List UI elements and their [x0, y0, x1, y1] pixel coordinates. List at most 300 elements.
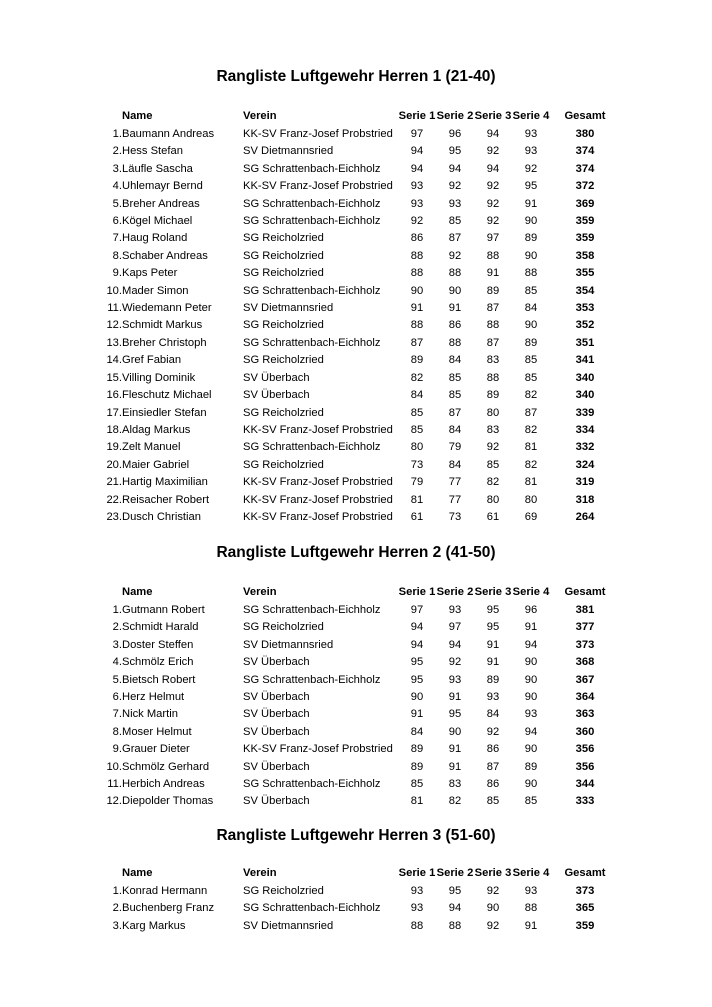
serie-4-score: 88 [524, 267, 538, 280]
shooter-name: Doster Steffen [122, 638, 194, 651]
header-rank [100, 582, 122, 602]
total-score: 368 [575, 656, 595, 669]
rank-cell: 1. [112, 128, 122, 140]
serie-4-score: 82 [524, 458, 538, 471]
serie-2-score: 77 [448, 476, 462, 489]
serie-3-score: 85 [486, 795, 500, 808]
serie-4-score: 92 [524, 162, 538, 175]
table-row [100, 689, 620, 706]
club-name: SG Schrattenbach-Eichholz [243, 197, 381, 210]
total-score: 332 [575, 441, 595, 454]
serie-2-score: 84 [448, 354, 462, 367]
club-name: SG Reicholzried [243, 249, 324, 262]
club-name: SG Reicholzried [243, 458, 324, 471]
serie-1-score: 79 [410, 476, 424, 489]
shooter-name: Aldag Markus [122, 423, 191, 436]
shooter-name: Fleschutz Michael [122, 389, 212, 402]
table-row [100, 126, 620, 143]
total-score: 334 [575, 423, 595, 436]
shooter-name: Uhlemayr Bernd [122, 180, 203, 193]
table-row [100, 405, 620, 422]
shooter-name: Nick Martin [122, 708, 178, 721]
shooter-name: Breher Andreas [122, 197, 200, 210]
ranking-table [100, 106, 620, 526]
club-name: SV Dietmannsried [243, 145, 334, 158]
serie-3-score: 84 [486, 708, 500, 721]
serie-4-score: 85 [524, 795, 538, 808]
serie-4-score: 69 [524, 510, 538, 523]
serie-3-score: 88 [486, 249, 500, 262]
serie-4-score: 89 [524, 232, 538, 245]
serie-2-score: 87 [448, 232, 462, 245]
table-row [100, 883, 620, 900]
serie-4-score: 89 [524, 760, 538, 773]
serie-3-score: 92 [486, 885, 500, 897]
total-score: 381 [575, 604, 595, 616]
club-name: SG Schrattenbach-Eichholz [243, 284, 381, 297]
serie-1-score: 89 [410, 760, 424, 773]
ranking-table [100, 582, 620, 811]
serie-1-score: 94 [410, 638, 424, 651]
table-body [100, 126, 620, 526]
club-name: SV Dietmannsried [243, 919, 334, 932]
serie-4-score: 93 [524, 145, 538, 158]
club-name: SV Überbach [243, 656, 310, 669]
header-name: Name [122, 586, 153, 598]
rank-cell: 4. [112, 656, 122, 669]
shooter-name: Gutmann Robert [122, 604, 205, 616]
rank-cell: 16. [106, 389, 122, 402]
shooter-name: Reisacher Robert [122, 493, 210, 506]
table-body [100, 602, 620, 811]
serie-2-score: 93 [448, 197, 462, 210]
total-score: 333 [575, 795, 595, 808]
serie-3-score: 91 [486, 638, 500, 651]
serie-1-score: 86 [410, 232, 424, 245]
table-row [100, 918, 620, 935]
club-name: SG Reicholzried [243, 232, 324, 245]
shooter-name: Breher Christoph [122, 336, 207, 349]
serie-1-score: 73 [410, 458, 424, 471]
serie-1-score: 95 [410, 656, 424, 669]
serie-4-score: 81 [524, 441, 538, 454]
rank-cell: 6. [112, 691, 122, 704]
serie-4-score: 82 [524, 423, 538, 436]
header-serie-2: Serie 2 [436, 867, 474, 879]
serie-2-score: 94 [448, 902, 462, 915]
serie-1-score: 97 [410, 604, 424, 616]
total-score: 341 [575, 354, 595, 367]
serie-1-score: 81 [410, 493, 424, 506]
shooter-name: Schmidt Harald [122, 621, 199, 634]
header-serie-4: Serie 4 [512, 586, 550, 598]
serie-1-score: 84 [410, 389, 424, 402]
club-name: KK-SV Franz-Josef Probstried [243, 493, 393, 506]
header-club: Verein [243, 110, 277, 122]
total-score: 367 [575, 673, 595, 686]
rank-cell: 7. [112, 708, 122, 721]
club-name: SV Überbach [243, 795, 310, 808]
serie-2-score: 86 [448, 319, 462, 332]
shooter-name: Diepolder Thomas [122, 795, 214, 808]
rank-cell: 23. [106, 510, 122, 523]
serie-4-score: 90 [524, 249, 538, 262]
serie-3-score: 93 [486, 691, 500, 704]
header-serie-3: Serie 3 [474, 110, 512, 122]
serie-3-score: 88 [486, 319, 500, 332]
serie-4-score: 90 [524, 691, 538, 704]
table-header-row [100, 863, 620, 883]
serie-2-score: 96 [448, 128, 462, 140]
header-club: Verein [243, 586, 277, 598]
rank-cell: 10. [106, 760, 122, 773]
serie-4-score: 90 [524, 778, 538, 791]
total-score: 356 [575, 743, 595, 756]
serie-1-score: 97 [410, 128, 424, 140]
club-name: SG Reicholzried [243, 267, 324, 280]
rank-cell: 12. [106, 795, 122, 808]
shooter-name: Haug Roland [122, 232, 188, 245]
table-row [100, 619, 620, 636]
serie-4-score: 95 [524, 180, 538, 193]
shooter-name: Herz Helmut [122, 691, 185, 704]
table-row [100, 793, 620, 810]
serie-4-score: 94 [524, 638, 538, 651]
serie-2-score: 82 [448, 795, 462, 808]
header-serie-4: Serie 4 [512, 867, 550, 879]
serie-4-score: 93 [524, 885, 538, 897]
serie-3-score: 94 [486, 162, 500, 175]
serie-1-score: 94 [410, 145, 424, 158]
header-serie-3: Serie 3 [474, 586, 512, 598]
serie-4-score: 85 [524, 354, 538, 367]
header-rank [100, 863, 122, 883]
serie-3-score: 88 [486, 371, 500, 384]
serie-4-score: 85 [524, 284, 538, 297]
rank-cell: 9. [112, 267, 122, 280]
club-name: KK-SV Franz-Josef Probstried [243, 743, 393, 756]
rank-cell: 21. [106, 476, 122, 489]
serie-4-score: 93 [524, 708, 538, 721]
rank-cell: 4. [112, 180, 122, 193]
serie-2-score: 92 [448, 656, 462, 669]
shooter-name: Läufle Sascha [122, 162, 193, 175]
serie-1-score: 90 [410, 691, 424, 704]
serie-2-score: 91 [448, 302, 462, 315]
serie-4-score: 93 [524, 128, 538, 140]
serie-4-score: 84 [524, 302, 538, 315]
rank-cell: 12. [106, 319, 122, 332]
header-rank [100, 106, 122, 126]
club-name: SV Überbach [243, 725, 310, 738]
club-name: KK-SV Franz-Josef Probstried [243, 510, 393, 523]
shooter-name: Maier Gabriel [122, 458, 190, 471]
header-total: Gesamt [564, 867, 606, 879]
table-row [100, 672, 620, 689]
table-row [100, 265, 620, 282]
serie-4-score: 90 [524, 673, 538, 686]
table-row [100, 776, 620, 793]
club-name: SG Schrattenbach-Eichholz [243, 162, 381, 175]
serie-1-score: 94 [410, 621, 424, 634]
shooter-name: Schmidt Markus [122, 319, 203, 332]
club-name: SG Reicholzried [243, 885, 324, 897]
shooter-name: Schaber Andreas [122, 249, 208, 262]
serie-4-score: 96 [524, 604, 538, 616]
serie-3-score: 89 [486, 673, 500, 686]
table-row [100, 422, 620, 439]
table-row [100, 654, 620, 671]
club-name: SV Dietmannsried [243, 638, 334, 651]
serie-3-score: 89 [486, 389, 500, 402]
serie-3-score: 85 [486, 458, 500, 471]
club-name: KK-SV Franz-Josef Probstried [243, 423, 393, 436]
rank-cell: 13. [106, 336, 122, 349]
club-name: KK-SV Franz-Josef Probstried [243, 128, 393, 140]
shooter-name: Kaps Peter [122, 267, 178, 280]
table-row [100, 317, 620, 334]
rank-cell: 2. [112, 621, 122, 634]
club-name: SV Überbach [243, 371, 310, 384]
shooter-name: Bietsch Robert [122, 673, 196, 686]
club-name: SV Überbach [243, 389, 310, 402]
serie-2-score: 97 [448, 621, 462, 634]
ranking-table [100, 863, 620, 935]
club-name: SG Schrattenbach-Eichholz [243, 604, 381, 616]
serie-4-score: 91 [524, 197, 538, 210]
serie-2-score: 95 [448, 708, 462, 721]
rank-cell: 18. [106, 423, 122, 436]
table-header-row [100, 582, 620, 602]
table-row [100, 143, 620, 160]
serie-3-score: 80 [486, 406, 500, 419]
serie-3-score: 94 [486, 128, 500, 140]
total-score: 377 [575, 621, 595, 634]
rank-cell: 6. [112, 215, 122, 228]
header-total: Gesamt [564, 110, 606, 122]
serie-2-score: 88 [448, 336, 462, 349]
serie-1-score: 93 [410, 885, 424, 897]
serie-1-score: 80 [410, 441, 424, 454]
serie-2-score: 90 [448, 725, 462, 738]
serie-4-score: 80 [524, 493, 538, 506]
total-score: 369 [575, 197, 595, 210]
serie-3-score: 83 [486, 354, 500, 367]
serie-2-score: 84 [448, 458, 462, 471]
club-name: SG Reicholzried [243, 621, 324, 634]
header-serie-2: Serie 2 [436, 110, 474, 122]
section-title: Rangliste Luftgewehr Herren 2 (41-50) [216, 544, 496, 561]
serie-2-score: 92 [448, 249, 462, 262]
rank-cell: 2. [112, 145, 122, 158]
table-row [100, 602, 620, 619]
serie-3-score: 91 [486, 656, 500, 669]
total-score: 363 [575, 708, 595, 721]
serie-2-score: 90 [448, 284, 462, 297]
shooter-name: Baumann Andreas [122, 128, 215, 140]
serie-3-score: 82 [486, 476, 500, 489]
serie-1-score: 90 [410, 284, 424, 297]
serie-3-score: 80 [486, 493, 500, 506]
total-score: 373 [575, 885, 595, 897]
total-score: 340 [575, 389, 595, 402]
rank-cell: 11. [107, 302, 122, 315]
total-score: 372 [575, 180, 595, 193]
serie-1-score: 91 [410, 708, 424, 721]
rank-cell: 3. [112, 162, 122, 175]
serie-3-score: 86 [486, 743, 500, 756]
serie-2-score: 83 [448, 778, 462, 791]
total-score: 324 [575, 458, 595, 471]
table-row [100, 759, 620, 776]
club-name: SV Dietmannsried [243, 302, 334, 315]
total-score: 353 [575, 302, 595, 315]
serie-4-score: 90 [524, 743, 538, 756]
serie-1-score: 84 [410, 725, 424, 738]
shooter-name: Moser Helmut [122, 725, 192, 738]
total-score: 319 [575, 476, 595, 489]
serie-2-score: 91 [448, 691, 462, 704]
serie-1-score: 93 [410, 197, 424, 210]
serie-2-score: 88 [448, 919, 462, 932]
serie-4-score: 91 [524, 621, 538, 634]
header-serie-2: Serie 2 [436, 586, 474, 598]
table-row [100, 474, 620, 491]
table-row [100, 492, 620, 509]
table-row [100, 300, 620, 317]
total-score: 380 [575, 128, 595, 140]
rank-cell: 2. [112, 902, 122, 915]
rank-cell: 3. [112, 919, 122, 932]
club-name: SG Schrattenbach-Eichholz [243, 441, 381, 454]
serie-1-score: 85 [410, 423, 424, 436]
serie-3-score: 95 [486, 621, 500, 634]
rank-cell: 5. [112, 197, 122, 210]
table-row [100, 900, 620, 917]
rank-cell: 11. [107, 778, 122, 791]
serie-4-score: 81 [524, 476, 538, 489]
serie-3-score: 91 [486, 267, 500, 280]
header-serie-1: Serie 1 [398, 867, 436, 879]
serie-2-score: 94 [448, 162, 462, 175]
shooter-name: Dusch Christian [122, 510, 201, 523]
serie-1-score: 88 [410, 267, 424, 280]
serie-4-score: 88 [524, 902, 538, 915]
serie-3-score: 87 [486, 760, 500, 773]
rank-cell: 9. [112, 743, 122, 756]
serie-3-score: 92 [486, 919, 500, 932]
serie-4-score: 82 [524, 389, 538, 402]
serie-3-score: 83 [486, 423, 500, 436]
total-score: 359 [575, 919, 595, 932]
table-header-row [100, 106, 620, 126]
table-row [100, 335, 620, 352]
total-score: 344 [575, 778, 595, 791]
table-row [100, 509, 620, 526]
table-row [100, 439, 620, 456]
serie-1-score: 82 [410, 371, 424, 384]
shooter-name: Villing Dominik [122, 371, 196, 384]
total-score: 374 [575, 162, 595, 175]
shooter-name: Schmölz Erich [122, 656, 194, 669]
rank-cell: 19. [106, 441, 122, 454]
club-name: SG Reicholzried [243, 319, 324, 332]
header-total: Gesamt [564, 586, 606, 598]
rank-cell: 17. [106, 406, 122, 419]
table-row [100, 283, 620, 300]
total-score: 359 [575, 215, 595, 228]
table-row [100, 352, 620, 369]
serie-4-score: 87 [524, 406, 538, 419]
club-name: SG Reicholzried [243, 406, 324, 419]
serie-3-score: 61 [486, 510, 500, 523]
shooter-name: Hartig Maximilian [122, 476, 208, 489]
total-score: 358 [575, 249, 595, 262]
club-name: SV Überbach [243, 708, 310, 721]
serie-4-score: 94 [524, 725, 538, 738]
shooter-name: Herbich Andreas [122, 778, 205, 791]
rank-cell: 15. [106, 371, 122, 384]
serie-1-score: 81 [410, 795, 424, 808]
serie-1-score: 92 [410, 215, 424, 228]
shooter-name: Gref Fabian [122, 354, 182, 367]
header-serie-1: Serie 1 [398, 586, 436, 598]
serie-2-score: 93 [448, 604, 462, 616]
section-title: Rangliste Luftgewehr Herren 1 (21-40) [216, 68, 496, 85]
serie-3-score: 89 [486, 284, 500, 297]
serie-3-score: 97 [486, 232, 500, 245]
header-serie-4: Serie 4 [512, 110, 550, 122]
serie-4-score: 90 [524, 215, 538, 228]
total-score: 374 [575, 145, 595, 158]
total-score: 365 [575, 902, 595, 915]
serie-1-score: 88 [410, 319, 424, 332]
serie-2-score: 95 [448, 885, 462, 897]
serie-3-score: 90 [486, 902, 500, 915]
table-row [100, 178, 620, 195]
serie-4-score: 85 [524, 371, 538, 384]
rank-cell: 7. [112, 232, 122, 245]
serie-1-score: 94 [410, 162, 424, 175]
header-name: Name [122, 110, 153, 122]
serie-1-score: 93 [410, 180, 424, 193]
serie-2-score: 85 [448, 215, 462, 228]
table-row [100, 370, 620, 387]
total-score: 354 [575, 284, 595, 297]
shooter-name: Grauer Dieter [122, 743, 190, 756]
club-name: SG Schrattenbach-Eichholz [243, 215, 381, 228]
rank-cell: 1. [112, 885, 122, 897]
total-score: 351 [575, 336, 595, 349]
shooter-name: Konrad Hermann [122, 885, 208, 897]
serie-2-score: 95 [448, 145, 462, 158]
rank-cell: 1. [112, 604, 122, 616]
shooter-name: Kögel Michael [122, 215, 193, 228]
table-row [100, 457, 620, 474]
club-name: KK-SV Franz-Josef Probstried [243, 180, 393, 193]
rank-cell: 10. [106, 284, 122, 297]
serie-2-score: 88 [448, 267, 462, 280]
header-club: Verein [243, 867, 277, 879]
rank-cell: 14. [106, 354, 122, 367]
total-score: 264 [575, 510, 595, 523]
serie-1-score: 61 [410, 510, 424, 523]
header-name: Name [122, 867, 153, 879]
serie-2-score: 94 [448, 638, 462, 651]
club-name: SG Schrattenbach-Eichholz [243, 902, 381, 915]
serie-3-score: 92 [486, 197, 500, 210]
total-score: 339 [575, 406, 595, 419]
